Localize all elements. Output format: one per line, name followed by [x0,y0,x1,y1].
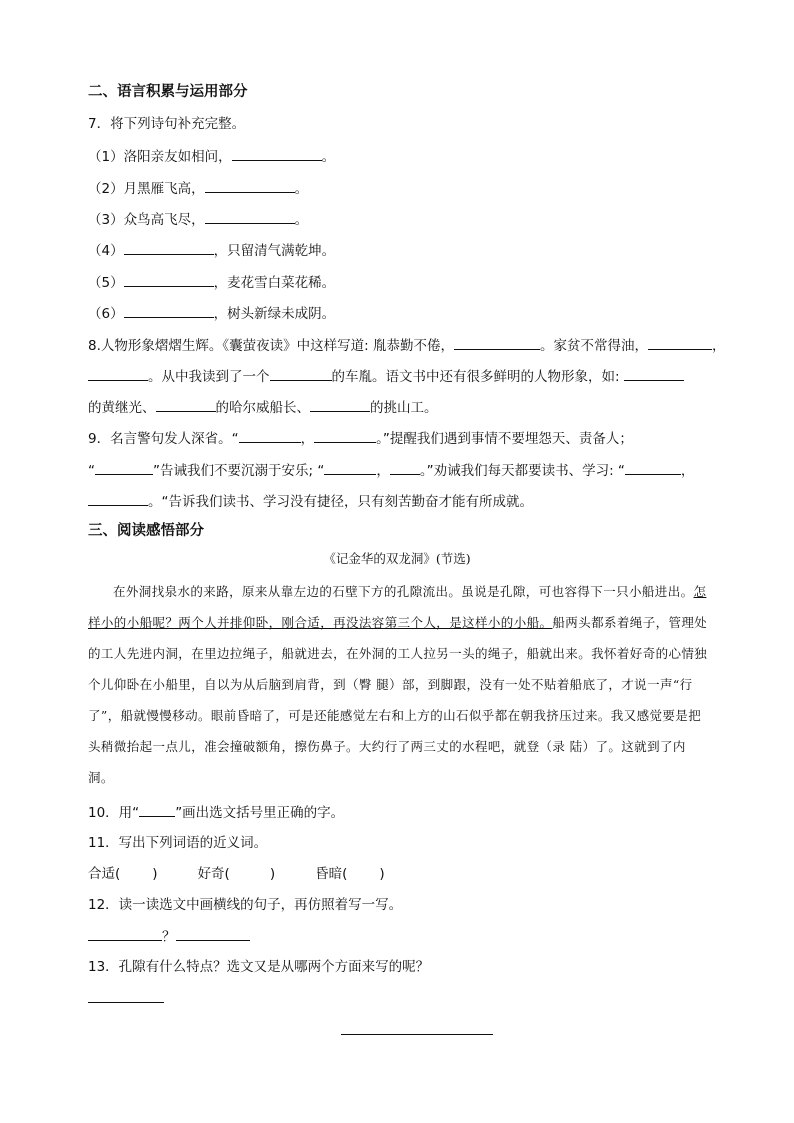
q7-item-6: （6） ，树头新绿未成阴。 [88,303,335,324]
blank[interactable] [270,366,332,381]
blank[interactable] [88,988,164,1003]
q7-item-3: （3）众鸟高飞尽， 。 [88,209,308,230]
passage-body: 在外洞找泉水的来路，原来从靠左边的石壁下方的孔隙流出。虽说是孔隙，可也容得下一只小船进出。怎样小的小船呢？两个人并排仰卧，刚合适，再没法容第三个人，是这样小的小船。船两头都系着绳子，管理处的工人先进内洞，在里边拉绳子，船就进去，在外洞的工人拉另一头的绳子，船就出来。我怀着好奇的心情独个儿仰卧在小船里，自以为从后脑到肩背，到（臀 腿）部，到脚跟，没有一处不贴着船底了，才说一声“行了”，船就慢慢移动。眼前昏暗了，可是还能感觉左右和上方的山石似乎都在朝我挤压过来。我又感觉要是把头稍微抬起一点儿，准会撞破额角，擦伤鼻子。大约行了两三丈的水程吧，就登（录 陆）了。这就到了内洞。 [88,584,708,785]
blank[interactable] [95,460,153,475]
q12-stem: 12．读一读选文中画横线的句子，再仿照着写一写。 [88,897,403,913]
q9-line-3: 。“告诉我们读书、学习没有捷径，只有刻苦勤奋才能有所成就。 [88,491,533,512]
q7-item-4: （4） ，只留清气满乾坤。 [88,240,335,261]
blank[interactable] [156,397,216,412]
blank[interactable] [232,146,322,161]
blank[interactable] [314,428,376,443]
q8-line-2: 。从中我读到了一个 的车胤。语文书中还有很多鲜明的人物形象，如: [88,366,684,387]
section-heading-reading: 三、阅读感悟部分 [88,523,204,539]
blank[interactable] [88,366,148,381]
q12-answer: ？ [88,926,250,947]
underlined-sentence: 怎样小的小船呢？两个人并排仰卧，刚合适，再没法容第三个人，是这样小的小船。 [88,584,707,630]
blank[interactable] [624,366,684,381]
blank[interactable] [124,272,214,287]
q8-line-3: 的黄继光、 的哈尔威船长、 的挑山工。 [88,397,438,418]
blank[interactable] [176,926,250,941]
q13-answer [88,988,164,1009]
blank[interactable] [205,209,295,224]
blank[interactable] [625,460,681,475]
blank[interactable] [648,335,712,350]
blank[interactable] [324,460,376,475]
q9-line-2: “ ”告诫我们不要沉溺于安乐; “ ， 。”劝诫我们每天都要读书、学习: “ ， [88,460,694,481]
blank[interactable] [205,178,295,193]
q11-stem: 11．写出下列词语的近义词。 [88,835,268,851]
blank[interactable] [239,428,301,443]
q10: 10．用“ ”画出选文括号里正确的字。 [88,802,344,823]
q8-line-1: 8.人物形象熠熠生辉。《囊萤夜读》中这样写道: 胤恭勤不倦， 。家贫不常得油， ， [88,335,725,356]
q7-item-2: （2）月黑雁飞高， 。 [88,178,308,199]
blank[interactable] [88,491,148,506]
q7-item-1: （1）洛阳亲友如相问， 。 [88,146,335,167]
q11-words: 合适( ) 好奇( ) 昏暗( ) [88,866,385,882]
q7-item-5: （5） ，麦花雪白菜花稀。 [88,272,335,293]
blank[interactable] [88,926,162,941]
footer-rule [341,1034,493,1035]
blank[interactable] [124,303,214,318]
blank [139,802,175,817]
blank[interactable] [310,397,370,412]
blank[interactable] [454,335,540,350]
q7-stem: 7．将下列诗句补充完整。 [88,116,246,132]
q13-stem: 13．孔隙有什么特点？选文又是从哪两个方面来写的呢？ [88,959,430,975]
blank[interactable] [390,460,420,475]
q9-line-1: 9．名言警句发人深省。“ ， 。”提醒我们遇到事情不要埋怨天、责备人； [88,428,633,449]
blank[interactable] [124,240,214,255]
passage-title: 《记金华的双龙洞》(节选) [323,551,471,566]
section-heading-language: 二、语言积累与运用部分 [88,84,248,100]
